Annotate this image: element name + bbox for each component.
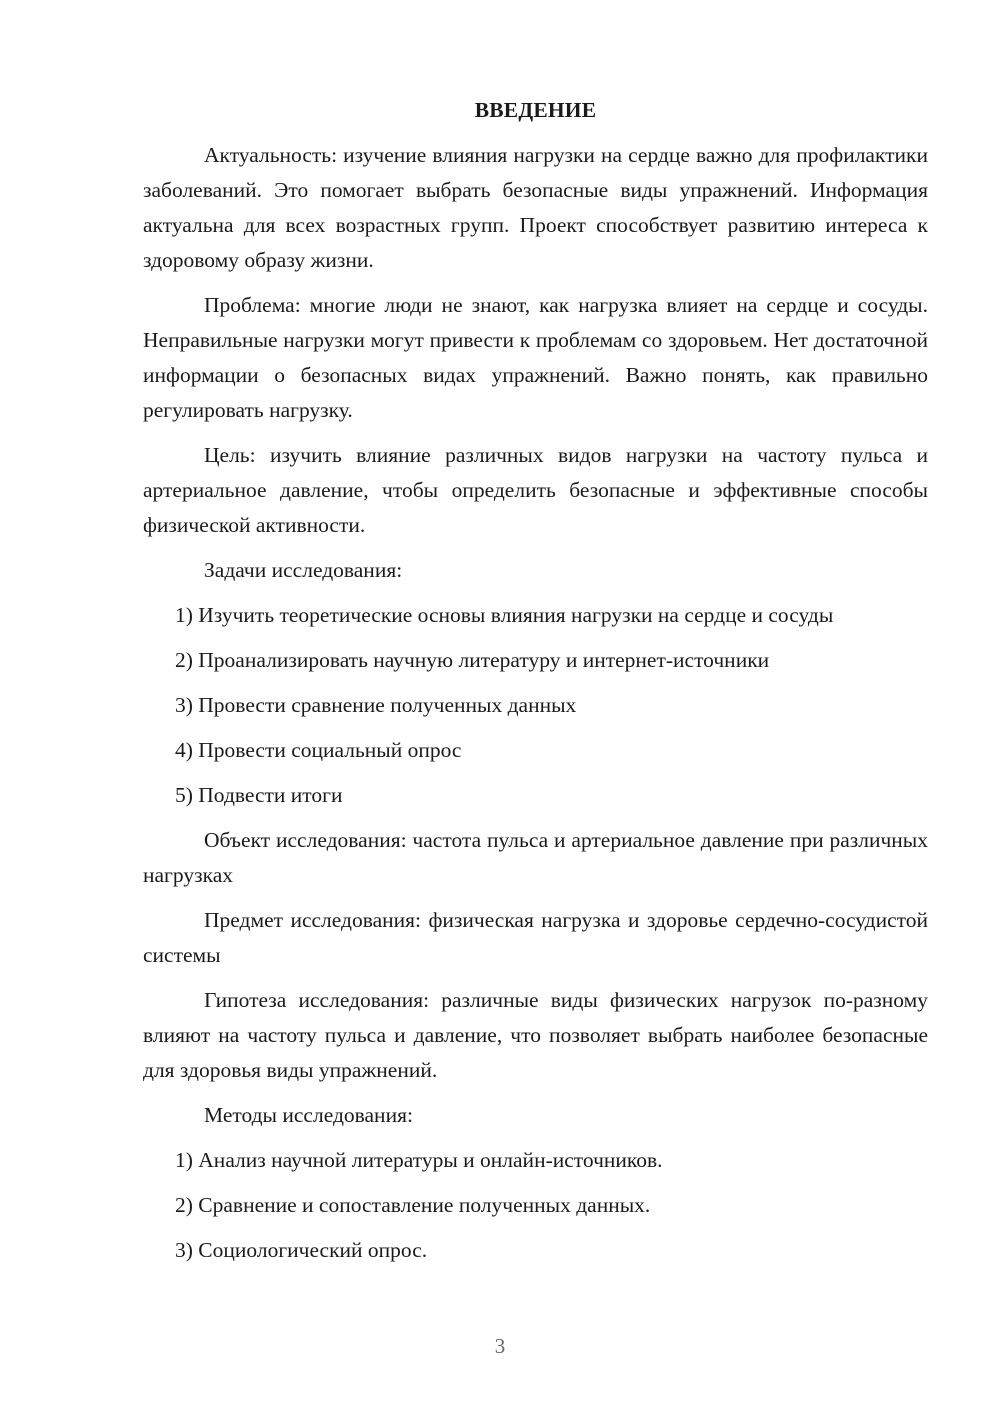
page-number: 3 [494,1334,506,1358]
paragraph-tasks-heading: Задачи исследования: [204,558,403,582]
method-list-item: 1) Анализ научной литературы и онлайн-источников. [175,1148,663,1172]
task-list-item: 4) Провести социальный опрос [175,738,462,762]
method-list-item: 2) Сравнение и сопоставление полученных данных. [175,1193,651,1217]
task-list-item: 3) Провести сравнение полученных данных [175,693,577,717]
paragraph-problem: Проблема: многие люди не знают, как нагрузка влияет на сердце и сосуды. Неправильные нагрузки могут привести к проблемам со здоровьем. Нет достаточной информации о безопасных видах упражнений. Важно понять, как правильно регулировать нагрузку. [143,293,928,422]
document-page [143,92,928,1278]
task-list-item: 2) Проанализировать научную литературу и интернет-источники [175,648,770,672]
paragraph-methods-heading: Методы исследования: [204,1103,413,1127]
paragraph-relevance: Актуальность: изучение влияния нагрузки на сердце важно для профилактики заболеваний. Это помогает выбрать безопасные виды упражнений. Информация актуальна для всех возрастных групп. Проект способствует развитию интереса к здоровому образу жизни. [143,143,928,272]
paragraph-object: Объект исследования: частота пульса и артериальное давление при различных нагрузках [143,828,928,887]
section-title: ВВЕДЕНИЕ [474,98,597,122]
paragraph-goal: Цель: изучить влияние различных видов нагрузки на частоту пульса и артериальное давление, чтобы определить безопасные и эффективные способы физической активности. [143,443,928,537]
paragraph-subject: Предмет исследования: физическая нагрузка и здоровье сердечно-сосудистой системы [143,908,928,967]
task-list-item: 1) Изучить теоретические основы влияния нагрузки на сердце и сосуды [175,603,834,627]
paragraph-hypothesis: Гипотеза исследования: различные виды физических нагрузок по-разному влияют на частоту пульса и давление, что позволяет выбрать наиболее безопасные для здоровья виды упражнений. [143,988,928,1082]
method-list-item: 3) Социологический опрос. [175,1238,428,1262]
task-list-item: 5) Подвести итоги [175,783,343,807]
